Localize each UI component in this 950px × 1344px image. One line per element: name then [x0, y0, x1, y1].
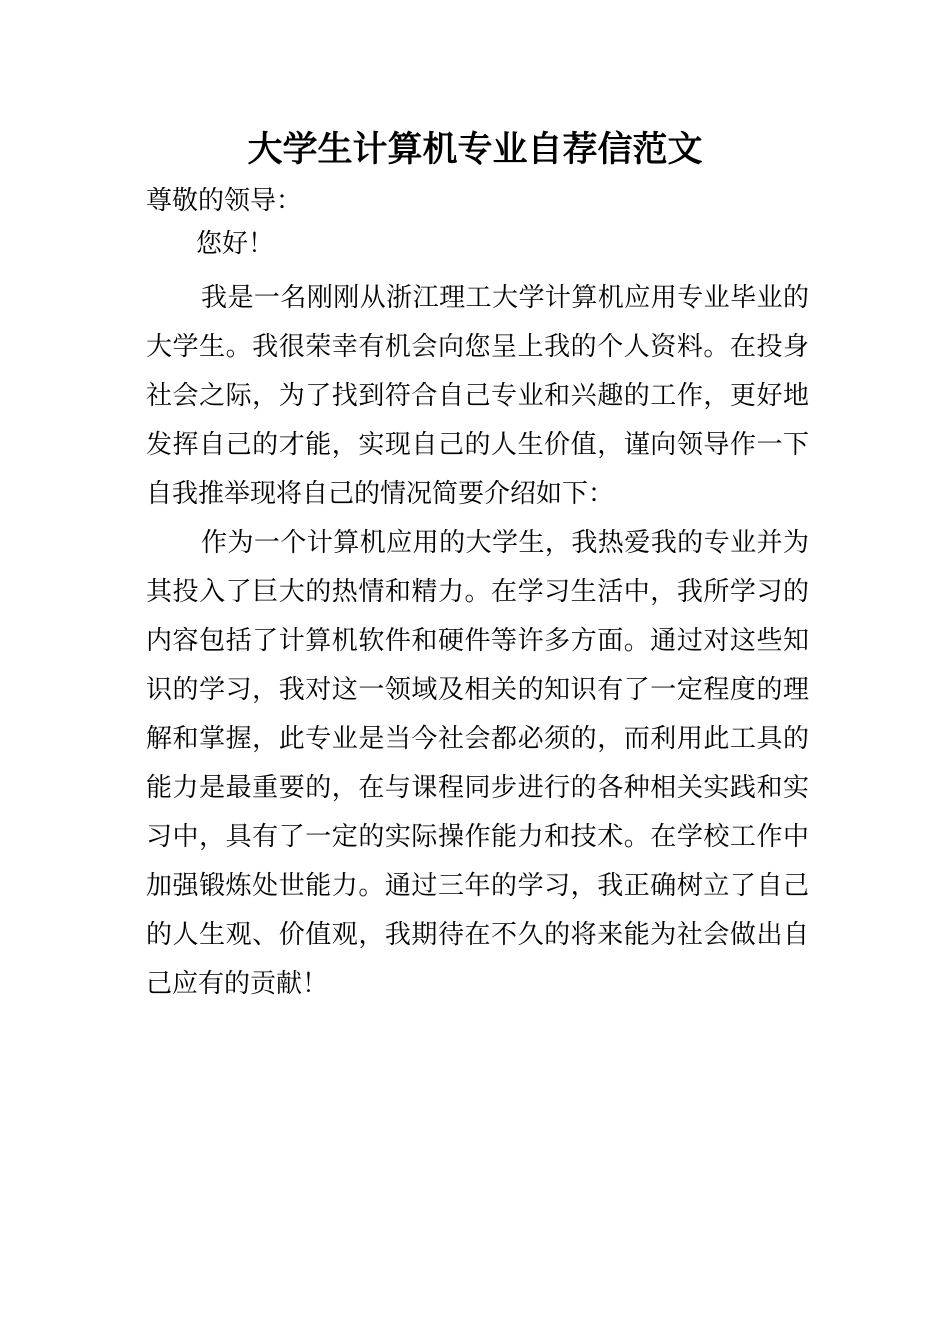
paragraph-experience: 作为一个计算机应用的大学生，我热爱我的专业并为其投入了巨大的热情和精力。在学习生活中，我所学习的内容包括了计算机软件和硬件等许多方面。通过对这些知识的学习，我对这一领域及相关的知识有了一定程度的理解和掌握，此专业是当今社会都必须的，而利用此工具的能力是最重要的，在与课程同步进行的各种相关实践和实习中，具有了一定的实际操作能力和技术。在学校工作中加强锻炼处世能力。通过三年的学习，我正确树立了自己的人生观、价值观，我期待在不久的将来能为社会做出自己应有的贡献！: [146, 528, 809, 999]
document-title: 大学生计算机专业自荐信范文: [247, 130, 703, 170]
salutation: 尊敬的领导：: [146, 186, 303, 216]
letter-body: [146, 180, 809, 1009]
paragraph-introduction: 我是一名刚刚从浙江理工大学计算机应用专业毕业的大学生。我很荣幸有机会向您呈上我的个人资料。在投身社会之际，为了找到符合自己专业和兴趣的工作，更好地发挥自己的才能，实现自己的人生价值，谨向领导作一下自我推举现将自己的情况简要介绍如下：: [146, 283, 809, 509]
greeting: 您好！: [196, 229, 275, 259]
